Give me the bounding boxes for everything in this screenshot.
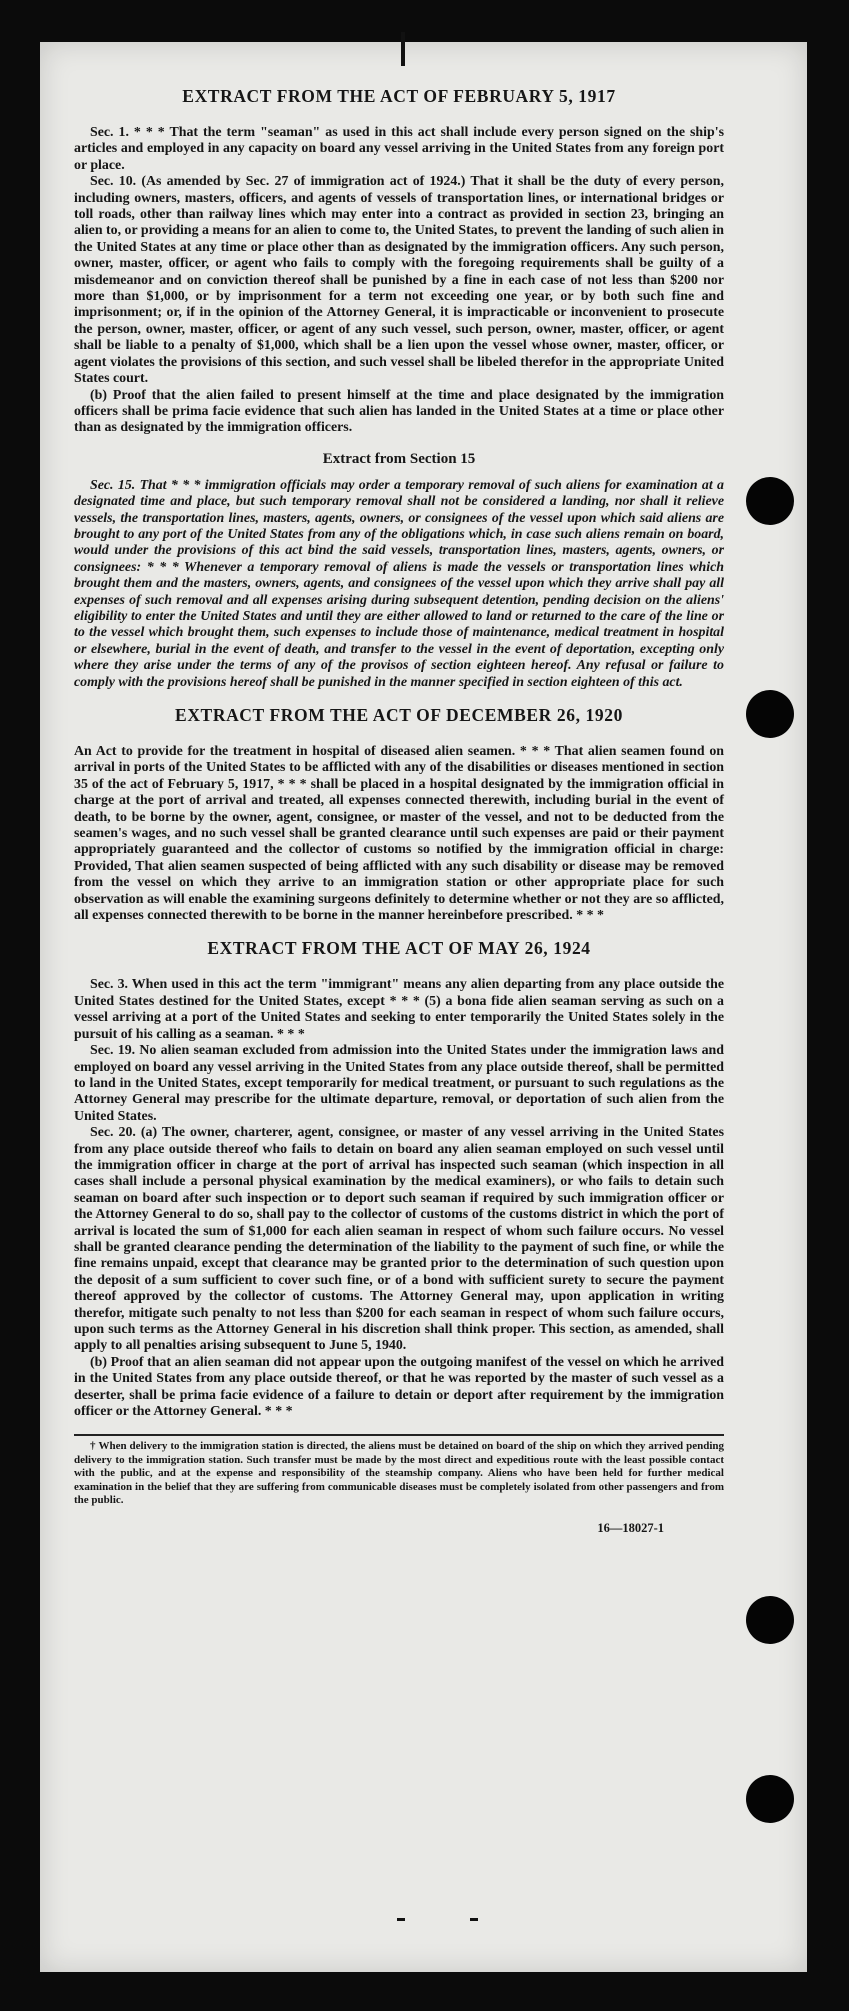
bottom-ink-mark-left [397,1918,405,1921]
heading-act-1917: EXTRACT FROM THE ACT OF FEBRUARY 5, 1917 [182,86,616,106]
footnote-text: † When delivery to the immigration station is directed, the aliens must be detained on board of the ship on which they arrived pending delivery to the immigration station. Such transfer must be made by the most direct and expeditious route with the least possible contact with the public, and at the expense and responsibility of the steamship company. Aliens who have been held for further medical examination in the belief that they are suffering from communicable diseases must be completely isolated from other passengers and from the public. [74,1440,724,1507]
section-15 [74,478,724,691]
footnote [74,1440,724,1507]
punch-hole [746,1596,794,1644]
section-1920 [74,744,724,924]
punch-hole [746,477,794,525]
document-body [74,86,724,1536]
sec-10b-text: (b) Proof that the alien failed to present himself at the time and place designated by the immigration officers shall be prima facie evidence that such alien has landed in the United States at a time or place other than as designated by the immigration officers. [74,387,724,436]
heading-section-15: Extract from Section 15 [322,450,476,467]
section-1924 [74,977,724,1420]
heading-act-1920: EXTRACT FROM THE ACT OF DECEMBER 26, 1920 [175,705,623,725]
sec-20b-text: (b) Proof that an alien seaman did not appear upon the outgoing manifest of the vessel on which he arrived in the United States from any place outside thereof, or that he was reported by the master of such vessel as a deserter, shall be prima facie evidence of a failure to detain or deport after requirement by the immigration officer or the Attorney General. * * * [74,1354,724,1420]
sec-3-text: Sec. 3. When used in this act the term "immigrant" means any alien departing from any place outside the United States destined for the United States, except * * * (5) a bona fide alien seaman serving as such on a vessel arriving at a port of the United States and seeking to enter temporarily the United States solely in the pursuit of his calling as a seaman. * * * [74,977,724,1042]
footnote-divider [74,1434,724,1436]
sec-19-text: Sec. 19. No alien seaman excluded from admission into the United States under the immigration laws and employed on board any vessel arriving in the United States from any place outside thereof, shall be permitted to land in the United States, except temporarily for medical treatment, or pursuant to such regulations as the Attorney General may prescribe for the ultimate departure, removal, or deportation of such alien from the United States. [74,1043,724,1124]
act-1920-text: An Act to provide for the treatment in hospital of diseased alien seamen. * * * That alien seamen found on arrival in ports of the United States to be afflicted with any of the disabilities or diseases mentioned in section 35 of the act of February 5, 1917, * * * shall be placed in a hospital designated by the immigration official in charge at the port of arrival and treated, all expenses connected therewith, including burial in the event of death, to be borne by the owner, agent, consignee, or master of the vessel, and not to be deducted from the seamen's wages, and no such vessel shall be granted clearance until such expenses are paid or their payment appropriately guaranteed and the collector of customs so notified by the immigration official in charge: Provided, That alien seamen suspected of being afflicted with any such disability or disease may be removed from the vessel on which they arrive to an immigration station or other appropriate place for such observation as will enable the examining surgeons definitely to determine whether or not they are so afflicted, all expenses connected therewith to be borne in the manner hereinbefore prescribed. * * * [74,744,724,924]
top-ink-mark [401,32,405,66]
sec-1-text: Sec. 1. * * * That the term "seaman" as used in this act shall include every person signed on the ship's articles and employed in any capacity on board any vessel arriving in the United States from any foreign port or place. [74,125,724,173]
bottom-ink-mark-right [470,1918,478,1921]
form-number: 16—18027-1 [597,1521,664,1536]
sec-15-text: Sec. 15. That * * * immigration officials may order a temporary removal of such aliens for examination at a designated time and place, but such temporary removal shall not be considered a landing, nor shall it relieve vessels, the transportation lines, masters, agents, owners, or consignees of the vessel upon which said aliens are brought to any port of the United States from any of the obligations which, in case such aliens remain on board, would under the provisions of this act bind the said vessels, transportation lines, masters, agents, owners, or consignees: * * * Whenever a temporary removal of aliens is made the vessels or transportation lines which brought them and the masters, owners, agents, and consignees of the vessel upon which they arrive shall pay all expenses of such removal and all expenses arising during subsequent detention, pending decision on the aliens' eligibility to enter the United States and until they are either allowed to land or returned to the care of the line or to the vessel which brought them, such expenses to include those of maintenance, medical treatment in hospital or elsewhere, burial in the event of death, and transfer to the vessel in the event of deportation, excepting only where they arise under the terms of any of the provisos of section eighteen hereof. Any refusal or failure to comply with the provisions hereof shall be punished in the manner specified in section eighteen of this act. [74,477,724,690]
heading-act-1924: EXTRACT FROM THE ACT OF MAY 26, 1924 [207,938,591,959]
punch-hole [746,690,794,738]
punch-hole [746,1775,794,1823]
sec-20-text: Sec. 20. (a) The owner, charterer, agent, consignee, or master of any vessel arriving in the United States from any place outside thereof who fails to detain on board any alien seaman employed on such vessel until the immigration officer in charge at the port of arrival has inspected such seaman (which inspection in all cases shall include a personal physical examination by the medical examiners), or who fails to detain such seaman on board after such inspection or to deport such seaman if required by such immigration officer or the Attorney General to do so, shall pay to the collector of customs of the customs district in which the port of arrival is located the sum of $1,000 for each alien seaman in respect of whom such failure occurs. No vessel shall be granted clearance pending the determination of the liability to the payment of such fine, or while the fine remains unpaid, except that clearance may be granted prior to the determination of such question upon the deposit of a sum sufficient to cover such fine, or of a bond with sufficient surety to secure the payment thereof approved by the collector of customs. The Attorney General may, upon application in writing therefor, mitigate such penalty to not less than $200 for each seaman in respect of whom such failure occurs, upon such terms as the Attorney General in his discretion shall think proper. This section, as amended, shall apply to all penalties arising subsequent to June 5, 1940. [74,1125,724,1354]
sec-10-text: Sec. 10. (As amended by Sec. 27 of immigration act of 1924.) That it shall be the duty of every person, including owners, masters, officers, and agents of vessels of transportation lines, or international bridges or toll roads, other than railway lines which may enter into a contract as provided in section 23, bringing an alien to, or providing a means for an alien to come to, the United States, to prevent the landing of such alien in the United States at any time or place other than as designated by the immigration officers. Any such person, owner, master, officer, or agent who fails to comply with the foregoing requirements shall be guilty of a misdemeanor and on conviction thereof shall be punished by a fine in each case of not less than $200 nor more than $1,000, or by imprisonment for a term not exceeding one year, or by both such fine and imprisonment; or, if in the opinion of the Attorney General, it is impracticable or inconvenient to prosecute the person, owner, master, officer, or agent of any such vessel, such person, owner, master, officer, or agent shall be liable to a penalty of $1,000, which shall be a lien upon the vessel whose owner, master, officer, or agent violates the provisions of this section, and such vessel shall be libeled therefor in the appropriate United States court. [74,174,724,387]
section-1917 [74,125,724,437]
